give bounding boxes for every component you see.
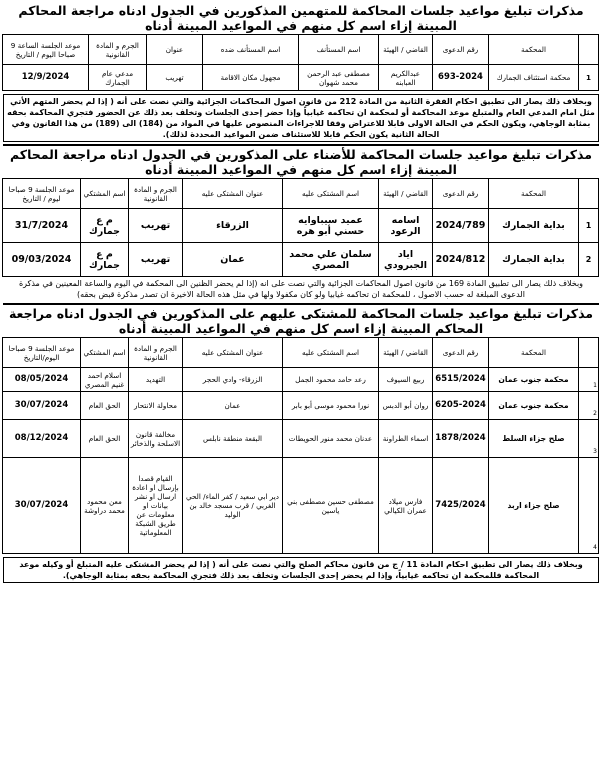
date-cell: 30/07/2024 [3,392,81,420]
section-3-title: مذكرات تبليغ مواعيد جلسات المحاكمة للمشتكى عليهم على المذكورين في الجدول ادناه مراجعة المحاكم المبينة إزاء اسم كل منهم في المواعيد المبينة أدناه [8,306,594,336]
court-cell: صلح جزاء السلط [489,420,579,458]
col-header: رقم الدعوى [433,35,489,65]
table-row [3,243,599,277]
charge-cell: التهديد [129,368,183,392]
case-number-cell: 2024/789 [433,209,489,243]
charge-cell: مخالفة قانون الاسلحة والذخائر [129,420,183,458]
col-header: الجرم و المادة القانونية [129,179,183,209]
address-cell: دير ابي سعيد / كفر الماء/ الحي الغربي / قرب مسجد خالد بن الوليد [183,458,283,554]
section-3-header-row [3,338,599,368]
col-header: عنوان المشتكى عليه [183,338,283,368]
table-row [3,392,599,420]
court-cell: محكمة استئناف الجمارك [489,65,579,91]
charge-cell: محاولة الانتحار [129,392,183,420]
address-cell: عمان [183,243,283,277]
plaintiff-cell: م ع جمارك [81,209,129,243]
plaintiff-cell: اسلام احمد غنيم المصري [81,368,129,392]
address-cell: الزرقاء- وادي الحجر [183,368,283,392]
plaintiff-cell: الحق العام [81,420,129,458]
row-number: 4 [579,458,599,554]
defendant-cell: سلمان علي محمد المصري [283,243,379,277]
address-cell: البقعة منطقة نابلس [183,420,283,458]
date-cell: 31/7/2024 [3,209,81,243]
section-3-table [2,337,599,554]
row-number: 2 [579,243,599,277]
section-2-note: وبخلاف ذلك يصار الى تطبيق المادة 169 من قانون اصول المحاكمات الجزائية والتي نصت على انه (إذا لم يحضر الظنين الى المحكمة في اليوم والساعة المعينين في مذكرة الدعوى المبلغة له حسب الاصول ، للمحكمة ان تحاكمه غيابيا ولو كان مكفولا ولها في مثل هذه الحالة الاخيرة ان تصدر مذكرة قبض بحقه) [18,279,584,299]
judge-cell: ربيع السيوف [379,368,433,392]
section-1-note: وبخلاف ذلك يصار الى تطبيق احكام الفقرة الثانية من المادة 212 من قانون اصول المحاكمات الجزائية والتي نصت على أنه ( إذا لم يحضر المتهم الأتي مثل امام المدعي العام والمتبلغ موعد المحاكمة أو لمحكمة ان تحاكمه غيابياً وإذا حضر إحدى الجلسات وتخلف بعد ذلك عن الحضور فتجري المحاكمة بحقه بمثابة الوجاهي، ويكون الحكم في الحالة الاولى قابلا للاعتراض وفقا للاجراءات المنصوص عليها في المواد من (184) الى (189) من هذا القانون وفي الحالة الثانية يكون الحكم قابلا للاستئناف ضمن المواعيد المحددة لذلك). [3,94,599,142]
judge-cell: روان أبو الدبس [379,392,433,420]
col-header: المحكمة [489,179,579,209]
charge-cell: القيام قصدا بإرسال او اعادة ارسال او نشر بيانات او معلومات عن طريق الشبكة المعلوماتية [129,458,183,554]
date-cell: 09/03/2024 [3,243,81,277]
section-2-header-row [3,179,599,209]
col-header: اسم المشتكي [81,338,129,368]
col-header: اسم المشتكى عليه [283,338,379,368]
charge-cell: تهريب [129,209,183,243]
defendant-cell: عدنان محمد منور الحويطات [283,420,379,458]
appellee-cell: مجهول مكان الاقامة [203,65,299,91]
date-cell: 30/07/2024 [3,458,81,554]
address-cell: عمان [183,392,283,420]
col-header: القاضي / الهيئة [379,338,433,368]
judge-cell: اسامه الرعود [379,209,433,243]
col-header: موعد الجلسة الساعة 9 صباحا اليوم / التاريخ [3,35,89,65]
judge-cell: فارس ميلاد عمران الكيالي [379,458,433,554]
case-number-cell: 693-2024 [433,65,489,91]
row-number: 3 [579,420,599,458]
case-number-cell: 2024/812 [433,243,489,277]
court-cell: صلح جزاء اربد [489,458,579,554]
col-header: موعد الجلسة 9 صباحا اليوم/التاريخ [3,338,81,368]
address-cell: الزرقاء [183,209,283,243]
table-row [3,368,599,392]
col-header: الجرم و المادة القانونية [89,35,147,65]
defendant-cell: نورا محمود موسى أبو بابر [283,392,379,420]
col-header: اسم المشتكي [81,179,129,209]
date-cell: 08/12/2024 [3,420,81,458]
judge-cell: اياد الجبرودي [379,243,433,277]
section-1-table [2,34,599,91]
col-header [579,338,599,368]
row-number: 1 [579,368,599,392]
col-header: موعد الجلسة 9 صباحا ليوم / التاريخ [3,179,81,209]
col-header: الجرم و المادة القانونية [129,338,183,368]
col-header: عنوان المشتكى عليه [183,179,283,209]
case-number-cell: 6515/2024 [433,368,489,392]
charge-cell: مدعي عام الجمارك [89,65,147,91]
judge-cell: عبدالكريم العبابنه [379,65,433,91]
case-number-cell: 6205-2024 [433,392,489,420]
col-header: القاضي / الهيئة [379,179,433,209]
defendant-cell: عميد سيباوايه حسني أبو هره [283,209,379,243]
row-number: 2 [579,392,599,420]
col-header: المحكمة [489,35,579,65]
charge-cell: تهريب [129,243,183,277]
court-cell: بداية الجمارك [489,243,579,277]
date-cell: 08/05/2024 [3,368,81,392]
table-row [3,65,599,91]
col-header [579,179,599,209]
row-number: 1 [579,209,599,243]
plaintiff-cell: الحق العام [81,392,129,420]
col-header: عنوان [147,35,203,65]
section-3-note: وبخلاف ذلك يصار الى تطبيق احكام المادة 11 / ج من قانون محاكم الصلح والتي نصت على أنه ( إذا لم يحضر المشتكى عليه المتبلغ أو وكيله موعد المحاكمة فللمحكمة ان تحاكمه غيابياً، وإذا لم يحضر إحدى الجلسات وتخلف بعد ذلك فتجري المحاكمة بحقه بمثابة الوجاهي). [3,557,599,583]
section-1-header-row [3,35,599,65]
judge-cell: اسماء الطراونة [379,420,433,458]
table-row [3,209,599,243]
defendant-cell: رعد حامد محمود الجمل [283,368,379,392]
defendant-cell: مصطفى حسين مصطفى بني ياسين [283,458,379,554]
case-number-cell: 7425/2024 [433,458,489,554]
plaintiff-cell: معن محمود محمد دراوشة [81,458,129,554]
col-header: رقم الدعوى [433,179,489,209]
section-2-title: مذكرات تبليغ مواعيد جلسات المحاكمة للأضناء على المذكورين في الجدول ادناه مراجعة المحاكم المبينة إزاء اسم كل منهم في المواعيد المبينة أدناه [10,147,592,177]
col-header: رقم الدعوى [433,338,489,368]
col-header: اسم المستأنف ضده [203,35,299,65]
col-header: اسم المشتكى عليه [283,179,379,209]
section-1-title: مذكرات تبليغ مواعيد جلسات المحاكمة للمتهمين المذكورين في الجدول ادناه مراجعة المحاكم المبينة إزاء اسم كل منهم في المواعيد المبينة أدناه [18,3,584,33]
col-header: القاضي / الهيئة [379,35,433,65]
court-cell: محكمة جنوب عمان [489,368,579,392]
section-2-table [2,178,599,277]
address-cell: تهريب [147,65,203,91]
table-row [3,420,599,458]
court-cell: بداية الجمارك [489,209,579,243]
row-number: 1 [579,65,599,91]
col-header: اسم المستأنف [299,35,379,65]
appellant-cell: مصطفى عبد الرحمن محمد شهوان [299,65,379,91]
col-header: المحكمة [489,338,579,368]
court-cell: محكمة جنوب عمان [489,392,579,420]
case-number-cell: 1878/2024 [433,420,489,458]
col-header [579,35,599,65]
date-cell: 12/9/2024 [3,65,89,91]
table-row [3,458,599,554]
plaintiff-cell: م ع جمارك [81,243,129,277]
